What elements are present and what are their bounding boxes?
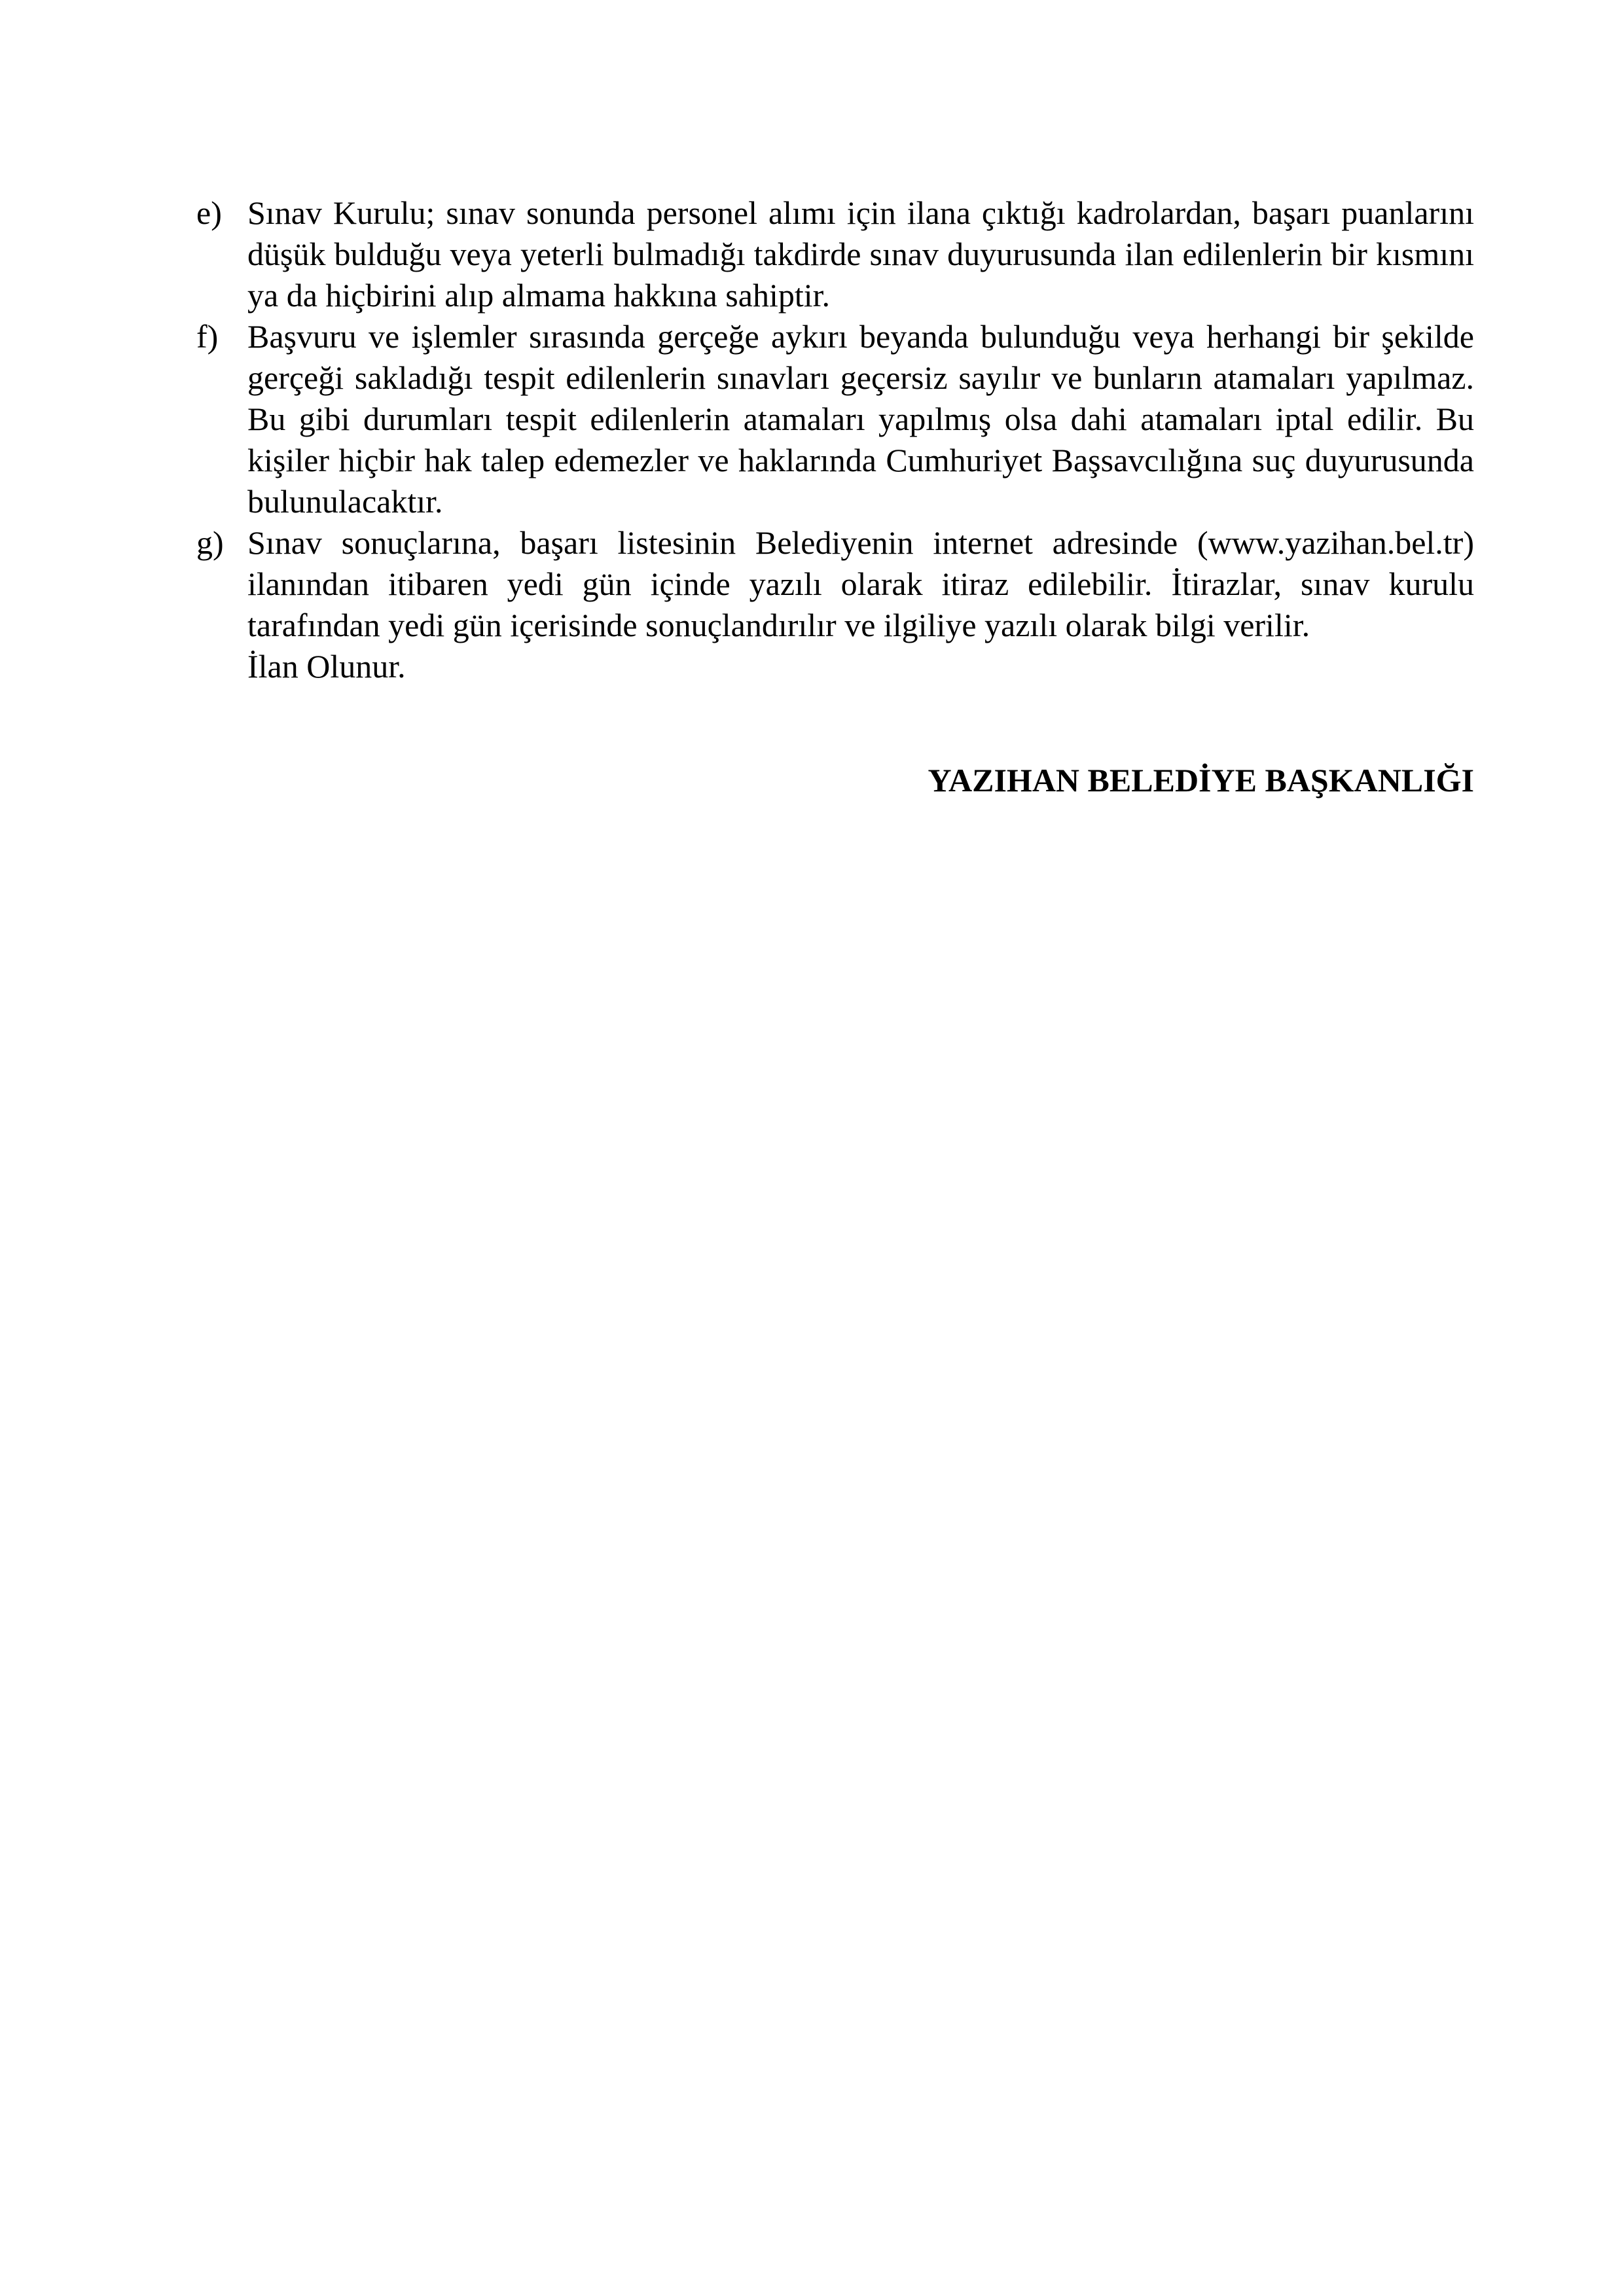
- list-item-text-e: Sınav Kurulu; sınav sonunda personel alımı için ilana çıktığı kadrolardan, başarı puanlarını düşük bulduğu veya yeterli bulmadığı takdirde sınav duyurusunda ilan edilenlerin bir kısmını ya da hiçbirini alıp almama hakkına sahiptir.: [247, 194, 1474, 314]
- closing-line: İlan Olunur.: [247, 648, 406, 685]
- list-item-f: [196, 316, 1474, 522]
- list-item-text-f: Başvuru ve işlemler sırasında gerçeğe aykırı beyanda bulunduğu veya herhangi bir şekilde gerçeği sakladığı tespit edilenlerin sınavları geçersiz sayılır ve bunların atamaları yapılmaz. Bu gibi durumları tespit edilenlerin atamaları yapılmış olsa dahi atamaları iptal edilir. Bu kişiler hiçbir hak talep edemezler ve haklarında Cumhuriyet Başsavcılığına suç duyurusunda bulunulacaktır.: [247, 318, 1474, 520]
- list-marker-e: e): [196, 194, 222, 231]
- list-item-g: [196, 522, 1474, 646]
- list-marker-f: f): [196, 318, 219, 355]
- list-item-e: [196, 192, 1474, 316]
- signature-line: YAZIHAN BELEDİYE BAŞKANLIĞI: [928, 762, 1474, 798]
- list-marker-g: g): [196, 524, 224, 561]
- announcement-document: [196, 192, 1474, 801]
- list-item-text-g: Sınav sonuçlarına, başarı listesinin Belediyenin internet adresinde (www.yazihan.bel.tr) ilanından itibaren yedi gün içinde yazılı olarak itiraz edilebilir. İtirazlar, sınav kurulu tarafından yedi gün içerisinde sonuçlandırılır ve ilgiliye yazılı olarak bilgi verilir.: [247, 524, 1474, 643]
